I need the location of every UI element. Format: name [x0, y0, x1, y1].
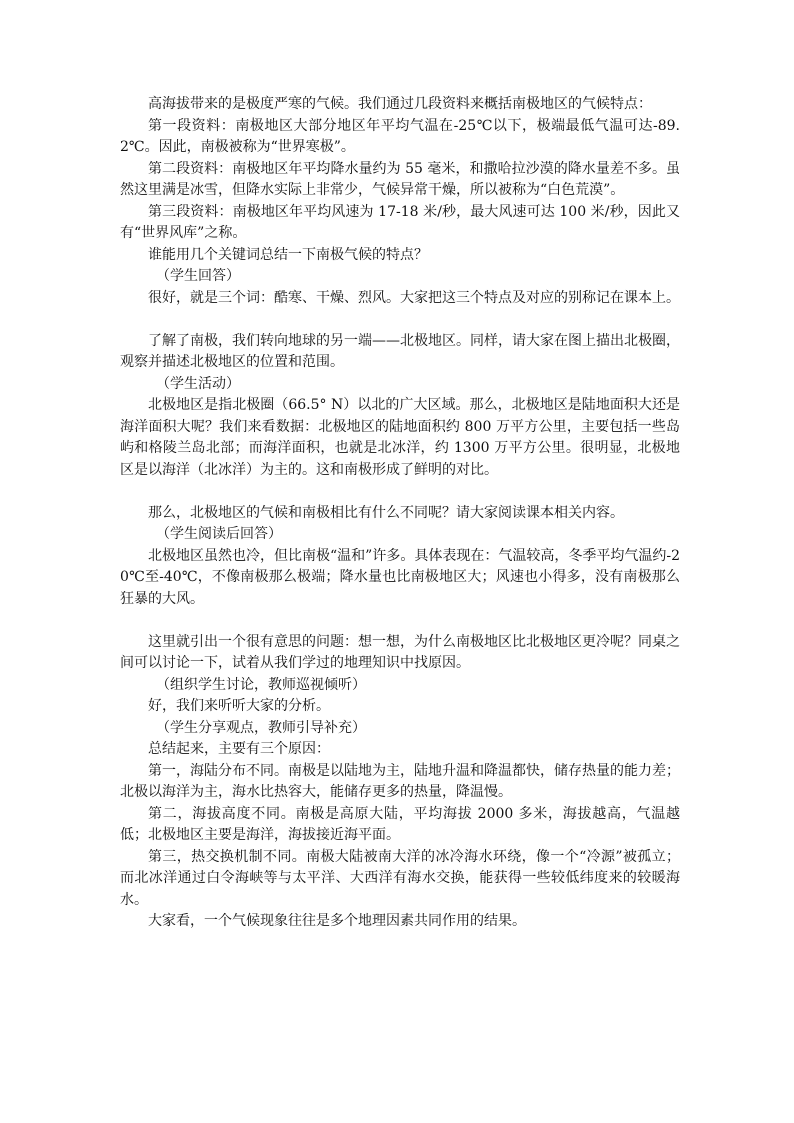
paragraph-intro: 高海拔带来的是极度严寒的气候。我们通过几段资料来概括南极地区的气候特点： [148, 96, 652, 112]
paragraph-summary-keywords: 很好，就是三个词：酷寒、干燥、烈风。大家把这三个特点及对应的别称记在课本上。 [148, 289, 680, 306]
paragraph-arctic-area: 北极地区是指北极圈（66.5° N）以北的广大区域。那么，北极地区是陆地面积大还是海洋面积大呢？我们来看数据：北极地区的陆地面积约 800 万平方公里，主要包括一些岛屿和格陵兰岛北部；而海洋面积，也就是北冰洋，约 1300 万平方公里。很明显，北极地区是以海洋（北冰洋）为主的。这和南极形成了鲜明的对比。 [120, 397, 680, 478]
paragraph-sharing-note: （学生分享观点，教师引导补充） [156, 719, 366, 736]
paragraph-three-reasons: 总结起来，主要有三个原因： [148, 741, 330, 757]
paragraph-question: 谁能用几个关键词总结一下南极气候的特点？ [148, 246, 428, 263]
paragraph-material-2: 第二段资料：南极地区年平均降水量约为 55 毫米，和撒哈拉沙漠的降水量差不多。虽然这里满是冰雪，但降水实际上非常少，气候异常干燥，所以被称为“白色荒漠”。 [120, 160, 680, 198]
paragraph-material-1: 第一段资料：南极地区大部分地区年平均气温在-25℃以下，极端最低气温可达-89.2℃。因此，南极被称为“世界寒极”。 [120, 117, 680, 155]
paragraph-discussion-note: （组织学生讨论，教师巡视倾听） [156, 676, 366, 693]
paragraph-arctic-intro: 了解了南极，我们转向地球的另一端——北极地区。同样，请大家在图上描出北极圈，观察并描述北极地区的位置和范围。 [120, 332, 680, 370]
paragraph-gap [120, 481, 680, 503]
paragraph-listen: 好，我们来听听大家的分析。 [148, 698, 330, 714]
paragraph-student-activity: （学生活动） [156, 375, 240, 392]
paragraph-material-3: 第三段资料：南极地区年平均风速为 17-18 米/秒，最大风速可达 100 米/秒，因此又有“世界风库”之称。 [120, 203, 680, 241]
paragraph-reason-2: 第二，海拔高度不同。南极是高原大陆，平均海拔 2000 多米，海拔越高，气温越低；北极地区主要是海洋，海拔接近海平面。 [120, 805, 680, 843]
paragraph-arctic-climate: 北极地区虽然也冷，但比南极“温和”许多。具体表现在：气温较高，冬季平均气温约-20℃至-40℃，不像南极那么极端；降水量也比南极地区大；风速也小得多，没有南极那么狂暴的大风。 [120, 547, 680, 607]
paragraph-why-colder: 这里就引出一个很有意思的问题：想一想，为什么南极地区比北极地区更冷呢？同桌之间可以讨论一下，试着从我们学过的地理知识中找原因。 [120, 633, 680, 671]
paragraph-arctic-climate-question: 那么，北极地区的气候和南极相比有什么不同呢？请大家阅读课本相关内容。 [148, 504, 624, 521]
paragraph-reason-3: 第三，热交换机制不同。南极大陆被南大洋的冰冷海水环绕，像一个“冷源”被孤立；而北冰洋通过白令海峡等与太平洋、大西洋有海水交换，能获得一些较低纬度来的较暖海水。 [120, 848, 680, 908]
paragraph-student-reading: （学生阅读后回答） [156, 526, 282, 542]
paragraph-reason-1: 第一，海陆分布不同。南极是以陆地为主，陆地升温和降温都快，储存热量的能力差；北极以海洋为主，海水比热容大，能储存更多的热量，降温慢。 [120, 762, 680, 800]
paragraph-conclusion: 大家看，一个气候现象往往是多个地理因素共同作用的结果。 [148, 913, 526, 929]
paragraph-gap [120, 309, 680, 331]
lesson-text [120, 94, 680, 933]
paragraph-gap [120, 610, 680, 632]
paragraph-student-answer: （学生回答） [156, 268, 240, 284]
